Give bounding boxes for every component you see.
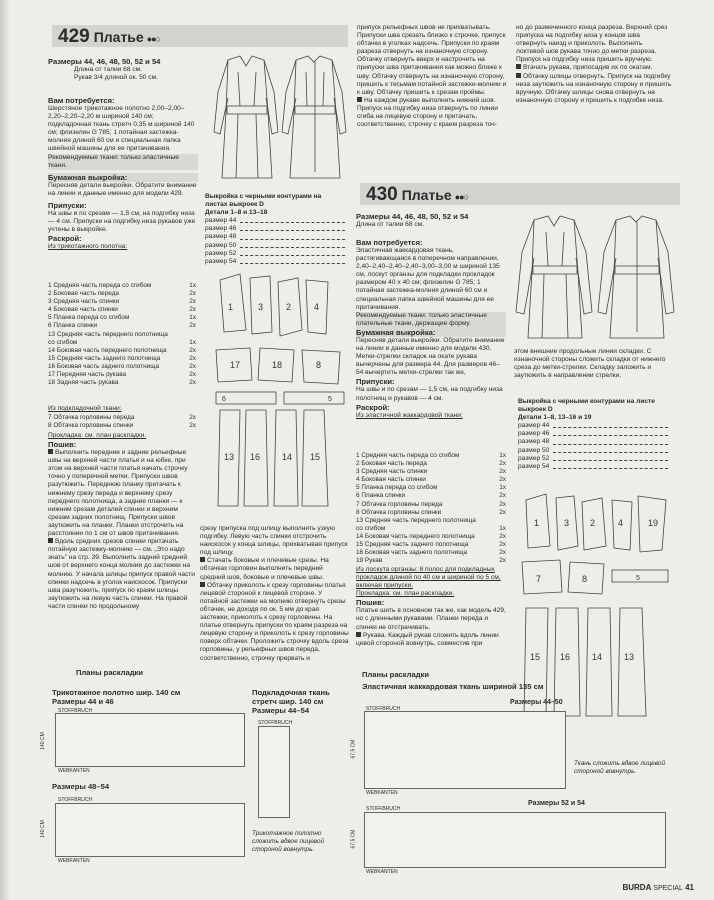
part-name: 16 Боковая часть заднего полотнища xyxy=(48,362,160,370)
page-spine-shadow xyxy=(0,0,10,900)
allowances-heading-430: Припуски: xyxy=(356,377,395,387)
width-label-3: 67,5 CM xyxy=(350,739,357,759)
legend-size: размер 52 xyxy=(205,250,345,258)
interlining-429: Прокладка: см. план раскладки. xyxy=(48,432,147,439)
layout-429-lining xyxy=(252,688,352,715)
jacquard-heading: Эластичная жаккардовая ткань шириной 135 см xyxy=(362,682,544,691)
paper-pattern-heading-430: Бумажная выкройка: xyxy=(356,328,506,337)
recommend-text: Рекомендуемые ткани: только эластичные ткани. xyxy=(48,154,198,170)
page-footer xyxy=(622,883,694,892)
materials-430 xyxy=(356,238,506,420)
sewing-heading-430: Пошив: xyxy=(356,598,385,608)
model-429-number: 429 xyxy=(58,26,90,47)
layout-plan-lining xyxy=(258,726,290,818)
legend-size: размер 50 xyxy=(518,447,668,455)
legend-size: размер 44 xyxy=(518,422,668,430)
brand-special: SPECIAL xyxy=(653,885,683,892)
page-number: 41 xyxy=(685,883,694,892)
part-name: 4 Боковая часть спинки xyxy=(356,476,426,484)
part-qty: 2x xyxy=(189,290,196,298)
part-name: 1 Средняя часть переда со сгибом xyxy=(48,282,152,289)
materials-429 xyxy=(48,96,198,251)
legend-size: размер 54 xyxy=(205,258,345,266)
materials-text: Шерстяное трикотажное полотно 2,00–2,00–2,20–2,20–2,20 м шириной 140 см; подкладочная ткань стретч 0,35 м шириной 140 см; флизелин G 785; 1 потайная застежка-молния длиной 60 см и специальная лапка швейной машины для ее притачивания. xyxy=(48,105,195,153)
allowances-heading: Припуски: xyxy=(48,200,87,210)
right-text-1: но до размеченного конца разреза. Верхний срез припуска на подгибку низа у концов шва отвернуть наизд и приколоть. Выполнить локтевой шов рукава точно до метки разреза. Припуск на подгибку низа пришить вручную. xyxy=(516,24,668,64)
model-429-header xyxy=(52,25,348,47)
parts-list-430 xyxy=(356,452,506,565)
part-430-item xyxy=(356,452,506,460)
part-item xyxy=(48,347,196,355)
part-qty: 1x xyxy=(189,314,196,322)
pattern-legend-1 xyxy=(205,193,345,266)
svg-text:15: 15 xyxy=(530,652,541,662)
facing-text: Обтачку приколоть к срезу горловины платья лицевой стороной к лицевой стороне. У потайной застежки на молнию отвернуть срезы обтачек, не доходя по ок. 5 мм до края застежки, приколоть к срезу горловины. На платье отвернуть припуски по краям разреза на лицевую сторону и приколоть к срезу горловины поверх обтачки. Проложить строчку вдоль среза горловины, у рельефных швов переда, соответственно, строчку прервать и xyxy=(200,581,349,662)
parts-list-429 xyxy=(48,282,196,387)
part-name: 15 Средняя часть заднего полотнища xyxy=(48,354,161,362)
sleeves-text-430: Рукава. Каждый рукав сложить вдоль линии цевой стороной вовнутрь, совместив при xyxy=(356,631,499,647)
length-dress-430: Длина от талии 68 см. xyxy=(356,221,424,228)
model-430-title: Платье xyxy=(401,187,452,203)
fold-label-2: STOFFBRUCH xyxy=(58,797,93,803)
part-name: 2 Боковая часть переда xyxy=(356,460,427,468)
svg-text:18: 18 xyxy=(272,360,283,370)
legend-size: размер 52 xyxy=(518,455,668,463)
layout-plan-jacquard-44-50 xyxy=(364,711,566,789)
layout-plan-knit-48-54 xyxy=(55,803,245,857)
part-430-item xyxy=(356,557,506,565)
part-name: 15 Средняя часть заднего полотнища xyxy=(356,541,469,549)
part-qty: 2x xyxy=(499,557,506,565)
middle-text-top xyxy=(357,24,507,129)
layout-plan-knit-44-46 xyxy=(55,713,245,767)
part-item xyxy=(48,355,196,363)
allowances-text-430: На швы и по срезам — 1,5 см, на подгибку низа полотнищ и рукавов — 4 см. xyxy=(356,386,503,402)
svg-text:19: 19 xyxy=(648,518,659,528)
lining-part-item xyxy=(48,414,196,422)
dress-430-sketch xyxy=(512,212,680,342)
pattern-legend-2 xyxy=(518,398,668,471)
materials-text-430: Эластичная жаккардовая ткань, растягивающаяся в поперечном направлении, 2,40–2,40–2,40–2,40–3,00–3,00 м шириной 135 см, лоскут органзы для подкладки прокладок размером 40 х 40 см; флизелин G 785; 1 потайная застежка-молния длиной 60 см и специальная лапка швейной машины для ее притачивания. xyxy=(356,247,500,311)
part-qty: 2x xyxy=(499,492,506,500)
part-qty: 2x xyxy=(189,371,196,379)
part-qty: 2x xyxy=(189,414,196,421)
part-430-item xyxy=(356,533,506,541)
part-item xyxy=(48,298,196,306)
part-qty: 2x xyxy=(499,532,506,540)
svg-text:5: 5 xyxy=(328,396,332,403)
part-name: со сгибом xyxy=(356,524,386,532)
paper-pattern-text-430: Пересняв детали выкройки. Обратите внимание на линии и данные именно для модели 430. Метки-стрелки складок на окате рукава вычерчены для размера 44. Для размеров 46–54 вычертить метки-стрелки так же, xyxy=(356,336,505,377)
jacquard-sizes-2: Размеры 52 и 54 xyxy=(528,800,585,807)
part-qty: 2x xyxy=(189,322,196,330)
svg-text:1: 1 xyxy=(534,518,540,528)
svg-text:14: 14 xyxy=(282,452,293,462)
part-430-item xyxy=(356,517,506,525)
part-item xyxy=(48,339,196,347)
cutting-sub-430: Из эластичной жаккардовой ткани: xyxy=(356,411,463,419)
cutting-heading: Раскрой: xyxy=(48,234,82,244)
lining-layout-heading: Подкладочная ткань стретч шир. 140 см xyxy=(252,688,330,706)
svg-text:15: 15 xyxy=(310,452,321,462)
layout-heading-430: Планы раскладки xyxy=(362,670,430,679)
part-name: 3 Средняя часть спинки xyxy=(48,298,120,306)
slit-text: срезу припуска под шлицу выполнить узкую подгибку. Левую часть спинки отстрочить наискосок у конца шлицы, прихватывая припуск под шлицу. xyxy=(200,525,348,557)
materials-heading: Вам потребуется: xyxy=(48,96,115,105)
svg-text:1: 1 xyxy=(228,302,234,312)
part-item xyxy=(48,282,196,290)
svg-text:14: 14 xyxy=(592,652,603,662)
part-item xyxy=(48,314,196,322)
knit-heading: Трикотажное полотно шир. 140 см xyxy=(52,688,181,697)
part-name: со сгибом xyxy=(48,338,78,346)
part-name: 7 Обтачка горловины переда xyxy=(356,500,443,508)
fold-label-lining: STOFFBRUCH xyxy=(258,720,293,726)
lining-parts-429 xyxy=(48,414,196,430)
lining-layout-sizes: Размеры 44–54 xyxy=(252,706,310,715)
svg-text:2: 2 xyxy=(590,518,596,528)
right-text-top xyxy=(516,24,672,105)
sizes-430: Размеры 44, 46, 48, 50, 52 и 54 xyxy=(356,212,469,221)
cutting-heading-430: Раскрой: xyxy=(356,402,390,412)
interlining-430: Прокладка: см. план раскладки. xyxy=(356,590,455,598)
width-label-2: 140 CM xyxy=(39,820,46,838)
part-item xyxy=(48,371,196,379)
model-430-specs xyxy=(356,212,506,229)
layout-429-knit-2 xyxy=(52,782,232,791)
part-name: 19 Рукав xyxy=(356,557,383,565)
sewing-text-430: Платье шить в основном так же, как модель 429, но с длинными рукавами. Планки переда и спинки не отстрачивать. xyxy=(356,607,506,631)
lining-sub: Из подкладочной ткани: xyxy=(48,405,122,412)
part-name: 6 Планка спинки xyxy=(356,492,406,500)
svg-text:16: 16 xyxy=(250,452,261,462)
part-name: 5 Планка переда со сгибом xyxy=(48,314,130,322)
part-name: 6 Планка спинки xyxy=(48,322,98,330)
width-label-1: 140 CM xyxy=(39,732,46,750)
recommend-text-430: Рекомендуемые ткани: только эластичные плательные ткани, держащие форму. xyxy=(356,312,506,328)
part-name: 13 Средняя часть переднего полотнища xyxy=(48,330,168,338)
part-qty: 1x xyxy=(189,338,196,346)
jacquard-sizes-1: Размеры 44–50 xyxy=(510,699,563,706)
part-name: 13 Средняя часть переднего полотнища xyxy=(356,516,476,524)
paper-text-right-430 xyxy=(514,348,674,380)
part-qty: 2x xyxy=(189,362,196,370)
sewing-text-2: Вдоль средних срезов спинки притачать потайную застежку-молнию — см. „Это надо знать" на стр. 39. Выполнить задний средний шов от верхнего конца молнии до застежки на молнию. У начала шлицы припуск правой части спинки надсечь в уголок наискосок. Припуски шва разутюжить, припуск по краям шлицы заутюжить на левую часть спинки. На правой части спинки по продольному xyxy=(48,538,195,610)
difficulty-dots: ●●○ xyxy=(146,34,161,44)
part-qty: 2x xyxy=(189,306,196,314)
part-item xyxy=(48,290,196,298)
length-sleeve-429: Рукав 3/4 длиной ок. 50 см. xyxy=(74,74,158,82)
svg-text:16: 16 xyxy=(560,652,571,662)
width-label-4: 67,5 CM xyxy=(350,829,357,849)
paper-pattern-text: Пересняв детали выкройки. Обратите внимание на линии и данные именно для модели 429. xyxy=(48,181,197,197)
part-430-item xyxy=(356,484,506,492)
svg-text:17: 17 xyxy=(230,360,241,370)
part-qty: 2x xyxy=(189,298,196,306)
organza-430: Из лоскута органзы: 8 полос для подкладных прокладок длиной по 40 см и шириной по 5 см, включая припуски. xyxy=(356,566,501,590)
layout-429-heading xyxy=(76,668,226,677)
pattern-parts-diagram-1 xyxy=(210,270,350,514)
part-qty: 2x xyxy=(499,549,506,557)
selvage-label-2: WEBKANTEN xyxy=(58,858,90,864)
legend-size: размер 50 xyxy=(205,242,345,250)
part-qty: 2x xyxy=(499,468,506,476)
legend-size: размер 46 xyxy=(205,225,345,233)
part-item xyxy=(48,363,196,371)
layout-429-knit xyxy=(52,688,232,706)
sewing-continue-text: припуск рельефных швов не прихватывать. Припуски шва срезать близко к строчке, припуск обтачки в уголках надсечь. Припуски по краям разреза отвернуть на изнаночную сторону. Обтачку отвернуть вверх и настрочить на припуски шва притачивания как можно ближе к шву. Обтачку отвернуть на изнаночную сторону, пришить к тесьмам потайной застежки-молнии и к шву. Обтачку пришить к срезам проймы. xyxy=(357,24,507,96)
layout-plan-jacquard-52-54 xyxy=(364,812,666,868)
legend-size: размер 54 xyxy=(518,463,668,471)
part-430-item xyxy=(356,541,506,549)
legend-size: размер 48 xyxy=(518,438,668,446)
part-qty: 1x xyxy=(499,452,506,459)
model-430-header xyxy=(360,183,680,205)
svg-text:2: 2 xyxy=(286,302,292,312)
selvage-label-3: WEBKANTEN xyxy=(366,790,398,796)
part-item xyxy=(48,322,196,330)
knit-sizes-1: Размеры 44 и 46 xyxy=(52,697,114,706)
part-name: 7 Обтачка горловины переда xyxy=(48,414,135,421)
part-item xyxy=(48,331,196,339)
jacquard-fold-note: Ткань сложить вдвое лицевой стороной вовнутрь. xyxy=(574,760,666,775)
part-qty: 2x xyxy=(499,541,506,549)
legend2-title: Выкройка с черными контурами на листе выкроек D xyxy=(518,398,655,414)
part-qty: 2x xyxy=(499,500,506,508)
model-429-title: Платье xyxy=(93,29,144,45)
sewing-430 xyxy=(356,566,506,648)
side-seams-text: Стачать боковые и плечевые срезы. На обтачках горловин выполнить передний средний шов, боковые и плечевые швы. xyxy=(200,557,329,581)
right-text-2: Втачать рукава, припосадив их по окатам. xyxy=(516,64,672,72)
part-qty: 2x xyxy=(189,422,196,430)
svg-text:3: 3 xyxy=(258,302,264,312)
svg-text:3: 3 xyxy=(564,518,570,528)
part-name: 16 Боковая часть заднего полотнища xyxy=(356,549,468,557)
legend2-parts: Детали 1–8, 13–16 и 19 xyxy=(518,414,592,422)
part-qty: 1x xyxy=(499,524,506,532)
difficulty-dots-430: ●●○ xyxy=(454,192,469,202)
selvage-label-1: WEBKANTEN xyxy=(58,768,90,774)
layout-430-heading xyxy=(362,670,562,691)
svg-text:7: 7 xyxy=(536,574,542,584)
sleeve-text: На каждом рукаве выполнить нижний шов. Припуск на подгибку низа отвернуть по линии сгиба на лицевую сторону и притачать, соответственно, строчку с краем разреза точ- xyxy=(357,96,498,129)
svg-text:13: 13 xyxy=(624,652,635,662)
part-qty: 1x xyxy=(189,282,196,289)
sewing-heading: Пошив: xyxy=(48,440,77,450)
part-qty: 2x xyxy=(499,508,506,516)
part-name: 17 Передняя часть рукава xyxy=(48,371,127,379)
cutting-sub: Из трикотажного полотна: xyxy=(48,243,128,251)
legend-title: Выкройка с черными контурами на листах выкроек D xyxy=(205,193,322,209)
right-text-3: Обтачку шлицы отвернуть. Припуск на подгибку низа заутюжить на изнаночную сторону и пришить вручную. Обтачку шлицы снова отвернуть на изнаночную сторону и пришить к подгибке низа. xyxy=(516,72,672,104)
model-430-number: 430 xyxy=(366,184,398,205)
fold-label-4: STOFFBRUCH xyxy=(366,806,401,812)
sizes-429: Размеры 44, 46, 48, 50, 52 и 54 xyxy=(48,57,161,66)
legend-size: размер 44 xyxy=(205,217,345,225)
paper-pattern-heading: Бумажная выкройка: xyxy=(48,173,198,182)
part-qty: 2x xyxy=(499,460,506,468)
lining-part-item xyxy=(48,422,196,430)
part-name: 8 Обтачка горловины спинки xyxy=(48,422,134,430)
selvage-label-4: WEBKANTEN xyxy=(366,869,398,875)
knit-fold-note: Трикотажное полотно сложить вдвое лицевой стороной вовнутрь. xyxy=(252,830,325,853)
svg-text:8: 8 xyxy=(582,574,588,584)
part-name: 14 Боковая часть переднего полотнища xyxy=(48,346,167,354)
fold-label-3: STOFFBRUCH xyxy=(366,706,401,712)
legend-parts: Детали 1–8 и 13–18 xyxy=(205,209,268,217)
allowances-text: На швы и по срезам — 1,5 см, на подгибку низа — 4 см. Припуски на подгибку низа рукавов уже учтены в выкройке. xyxy=(48,209,196,234)
sewing-text: Выполнить передние и задние рельефные швы на верхней части платья и на юбке, при этом на верхней части платья начать строчку точно у поперечной метки. Припуски швов разутюжить. Переднюю планку притачать к нижнему срезу переда и верхнему срезу переднего полотнища, а задние планки — к нижним срезам деталей спинки и верхним срезам задних полотнищ. Припуски швов заутюжить на планки. Планки отстрочить на расстоянии по 1 см от швов притачивания. xyxy=(48,449,188,538)
brand-name: BURDA xyxy=(622,883,652,892)
dress-429-sketch xyxy=(208,52,350,184)
part-name: 18 Задняя часть рукава xyxy=(48,379,119,387)
part-name: 8 Обтачка горловины спинки xyxy=(356,508,442,516)
svg-text:4: 4 xyxy=(618,518,624,528)
knit-sizes-2: Размеры 48–54 xyxy=(52,782,110,791)
part-qty: 2x xyxy=(189,354,196,362)
part-name: 5 Планка переда со сгибом xyxy=(356,484,438,492)
part-430-item xyxy=(356,549,506,557)
svg-text:6: 6 xyxy=(222,396,226,403)
svg-text:4: 4 xyxy=(314,302,320,312)
materials-heading-430: Вам потребуется: xyxy=(356,238,423,247)
layout-heading: Планы раскладки xyxy=(76,668,144,677)
part-430-item xyxy=(356,460,506,468)
part-430-item xyxy=(356,468,506,476)
part-name: 14 Боковая часть переднего полотнища xyxy=(356,532,475,540)
part-name: 3 Средняя часть спинки xyxy=(356,468,428,476)
model-429-specs xyxy=(48,57,198,82)
pleat-text: этом внешние продольные линии складки. С изнаночной стороны сложить складки от нижнего среза до метки-стрелки. Складку заложить и заутюжить в направлении стрелки. xyxy=(514,348,666,380)
sewing-429 xyxy=(48,432,198,611)
part-430-item xyxy=(356,509,506,517)
svg-text:8: 8 xyxy=(316,360,322,370)
part-name: 1 Средняя часть переда со сгибом xyxy=(356,452,460,459)
svg-text:5: 5 xyxy=(636,575,640,582)
part-qty: 2x xyxy=(189,379,196,387)
fold-label-1: STOFFBRUCH xyxy=(58,708,93,714)
part-name: 4 Боковая часть спинки xyxy=(48,306,118,314)
svg-text:13: 13 xyxy=(224,452,235,462)
part-qty: 2x xyxy=(189,346,196,354)
part-qty: 1x xyxy=(499,484,506,492)
middle-text-bottom xyxy=(200,525,350,663)
part-qty: 2x xyxy=(499,476,506,484)
part-430-item xyxy=(356,525,506,533)
part-430-item xyxy=(356,492,506,500)
part-item xyxy=(48,379,196,387)
part-430-item xyxy=(356,501,506,509)
legend-size: размер 48 xyxy=(205,233,345,241)
part-name: 2 Боковая часть переда xyxy=(48,290,119,298)
lining-429 xyxy=(48,405,198,413)
length-dress-429: Длина от талии 68 см. xyxy=(74,66,142,73)
legend-size: размер 46 xyxy=(518,430,668,438)
